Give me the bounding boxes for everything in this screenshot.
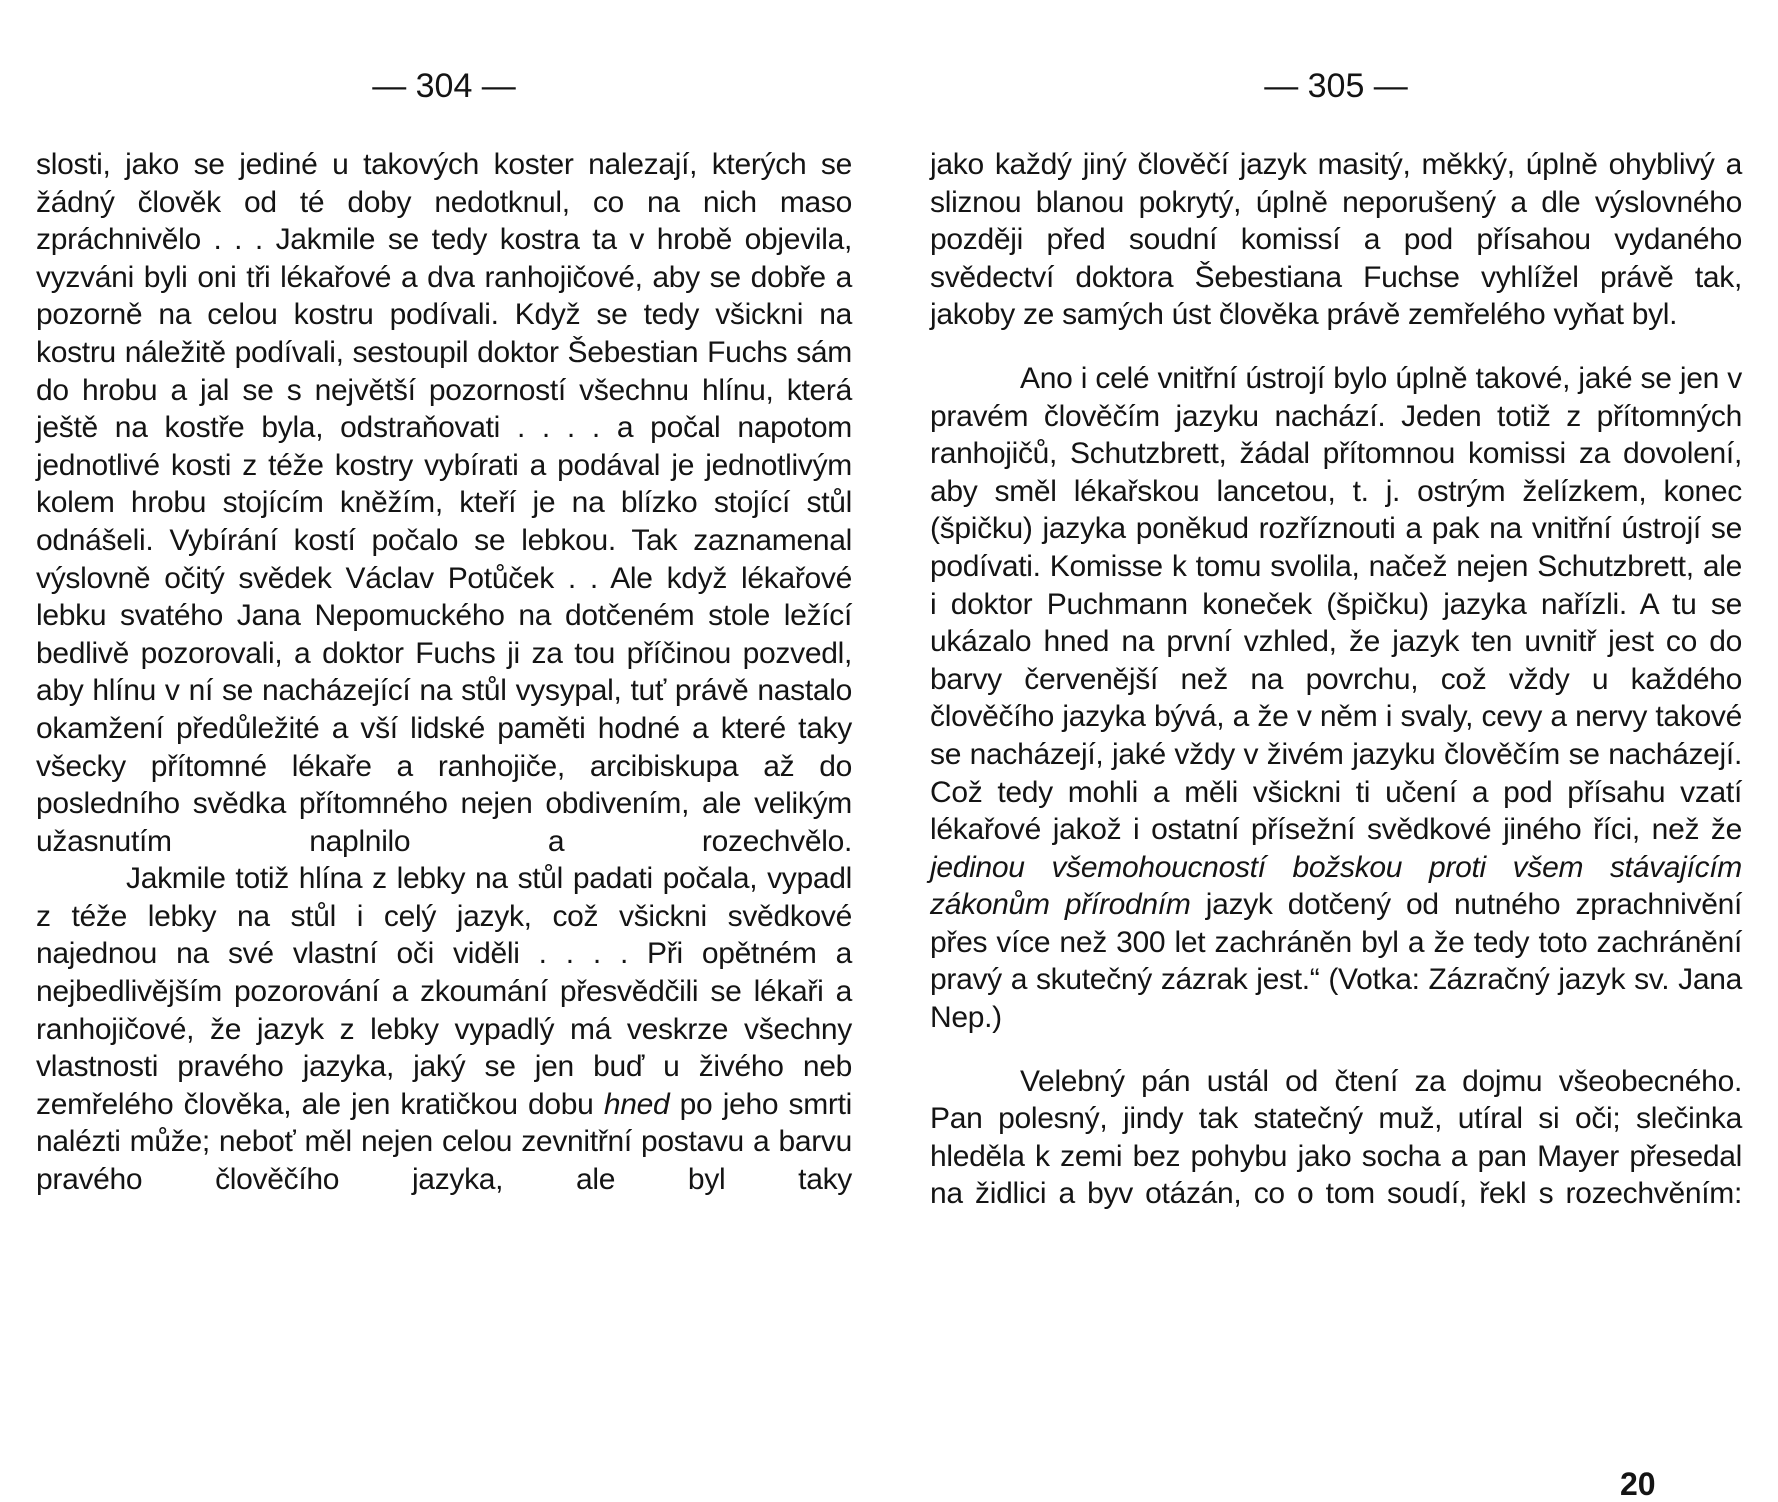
paragraph-text-end: po jeho smrti nalézti může; neboť měl nejen celou zevnitřní postavu a barvu pravého člověčího jazyka, ale byl taky xyxy=(36,1087,852,1197)
right-page xyxy=(930,0,1742,1500)
emphasis-divine-omnipotence: jedinou všemohoucností božskou proti všem stávajícím zákonům přírodním xyxy=(930,850,1742,922)
paragraph-tongue-description: jako každý jiný člověčí jazyk masitý, měkký, úplně ohyblivý a sliznou blanou pokrytý, úplně neporušený a dle výslovného později před soudní komissí a pod přísahou vydaného svědectví doktora Šebestiana Fuchse vyhlížel právě tak, jakoby ze samých úst člověka právě zemřelého vyňat byl. xyxy=(930,148,1742,332)
paragraph-bones-examination: slosti, jako se jediné u takových koster nalezají, kterých se žádný člověk od té doby nedotknul, co na nich maso zpráchnivělo . . . Jakmile se tedy kostra ta v hrobě objevila, vyzváni byli oni tři lékařové a dva ranhojičové, aby se dobře a pozorně na celou kostru podívali. Když se tedy všickni na kostru náležitě podívali, sestoupil doktor Šebestian Fuchs sám do hrobu a jal se s největší pozorností všechnu hlínu, která ještě na kostře byla, odstraňovati . . . . a počal napotom jednotlivé kosti z téže kostry vybírati a podával je jednotlivým kolem hrobu stojícím kněžím, kteří je na blízko stojící stůl odnášeli. Vybírání kostí počalo se lebkou. Tak zaznamenal výslovně očitý svědek Václav Potůček . . Ale když lékařové lebku svatého Jana Nepomuckého na dotčeném stole ležící bedlivě pozorovali, a doktor Fuchs ji za tou příčinou pozvedl, aby hlínu v ní se nacházející na stůl vysypal, tuť právě nastalo okamžení předůležité a vší lidské paměti hodné a které taky všecky přítomné lékaře a ranhojiče, arcibiskupa až do posledního svědka přítomného nejen obdivením, ale velikým užasnutím naplnilo a rozechvělo. xyxy=(36,148,852,858)
paragraph-text-end: jazyk dotčený od nutného zprachnivění přes více než 300 let zachráněn byl a že tedy toto zachránění pravý a skutečný zázrak jest.“ (Votka: Zázračný jazyk sv. Jana Nep.) xyxy=(930,888,1743,1035)
page-number-left: — 304 — xyxy=(372,67,516,105)
left-text-column xyxy=(36,146,852,1199)
signature-mark: 20 xyxy=(1620,1466,1656,1502)
paragraph-tongue-falls-out xyxy=(36,860,852,1198)
emphasis-hned: hned xyxy=(603,1087,670,1121)
paragraph-text-start: Ano i celé vnitřní ústrojí bylo úplně takové, jaké se jen v pravém člověčím jazyku nachází. Jeden totiž z přítomných ranhojičů, Schutzbrett, žádal přítomnou komissi za dovolení, aby směl lékařskou lancetou, t. j. ostrým želízkem, konec (špičku) jazyka poněkud rozříznouti a pak na vnitřní ústrojí se podívati. Komisse k tomu svolila, načež nejen Schutzbrett, ale i doktor Puchmann koneček (špičku) jazyka nařízli. A tu se ukázalo hned na první vzhled, že jazyk ten uvnitř jest co do barvy červenější než na povrchu, což vždy u každého člověčího jazyka bývá, a že v něm i svaly, cevy a nervy takové se nacházejí, jaké vždy v živém jazyku člověčím se nacházejí. Což tedy mohli a měli všickni ti učení a pod přísahu vzatí lékařové jakož i ostatní přísežní svědkové jiného říci, než že xyxy=(930,361,1742,847)
page-number-right: — 305 — xyxy=(1264,67,1408,105)
left-page xyxy=(36,0,852,1500)
right-text-column xyxy=(930,146,1742,1213)
paragraph-text-start: Jakmile totiž hlína z lebky na stůl padati počala, vypadl z téže lebky na stůl i celý jazyk, což všickni svědkové najednou na své vlastní oči viděli . . . . Při opětném a nejbedlivějším pozorování a zkoumání přesvědčili se lékaři a ranhojičové, že jazyk z lebky vypadlý má veskrze všechny vlastnosti pravého jazyka, jaký se jen buď u živého neb zemřelého člověka, ale jen kratičkou dobu xyxy=(36,862,852,1121)
paragraph-internal-structure xyxy=(930,360,1742,1037)
paragraph-reading-ends: Velebný pán ustál od čtení za dojmu všeobecného. Pan polesný, jindy tak statečný muž, utíral si oči; slečinka hleděla k zemi bez pohybu jako socha a pan Mayer přesedal na židlici a byv otázán, co o tom soudí, řekl s rozechvěním: xyxy=(930,1064,1742,1211)
